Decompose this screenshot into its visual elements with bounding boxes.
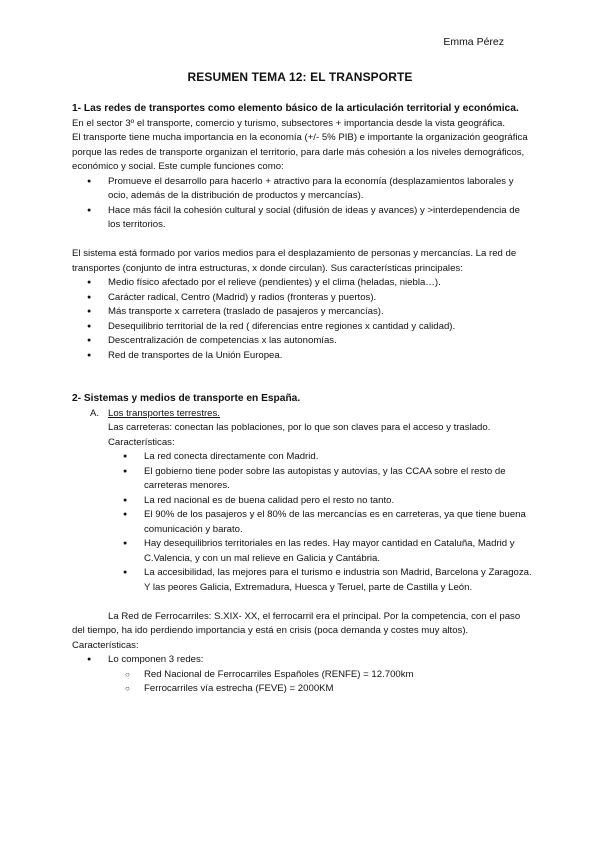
list-item: ● Medio físico afectado por el relieve (pendientes) y el clima (heladas, niebla…).	[72, 276, 532, 291]
paragraph: El sistema está formado por varios medios para el desplazamiento de personas y mercancías. La red de transportes (conjunto de intra estructuras, x donde circulan). Sus características principales:	[72, 248, 517, 274]
rail-intro: La Red de Ferrocarriles: S.XIX- XX, el ferrocarril era el principal. Por la competencia, con el paso del tiempo, ha ido perdiendo importancia y está en crisis (poca demanda y costes muy altos). Características:	[72, 610, 521, 651]
roads-intro: Las carreteras: conectan las poblaciones, por lo que son claves para el acceso y traslado. Características:	[108, 422, 491, 448]
list-item: ● Promueve el desarrollo para hacerlo + atractivo para la economía (desplazamientos laborales y ocio, además de la distribución de productos y mercancías).	[72, 175, 532, 204]
functions-list	[72, 175, 532, 233]
document-body	[72, 102, 532, 697]
document-title: RESUMEN TEMA 12: EL TRANSPORTE	[187, 70, 413, 84]
list-item: ● Desequilibrio territorial de la red ( diferencias entre regiones x cantidad y calidad).	[72, 320, 532, 335]
list-item: ● La red nacional es de buena calidad pero el resto no tanto.	[72, 494, 532, 509]
list-item: ○ Red Nacional de Ferrocarriles Españoles (RENFE) = 12.700km	[72, 668, 532, 683]
list-item: ● Lo componen 3 redes:	[72, 653, 532, 668]
list-item: ○ Ferrocarriles vía estrecha (FEVE) = 2000KM	[72, 682, 532, 697]
list-item: ● Más transporte x carretera (traslado de pasajeros y mercancías).	[72, 305, 532, 320]
list-item: ● Hay desequilibrios territoriales en las redes. Hay mayor cantidad en Cataluña, Madrid y C.Valencia, y con un mal relieve en Galicia y Cantábria.	[72, 537, 532, 566]
list-item: ● Hace más fácil la cohesión cultural y social (difusión de ideas y avances) y >interdependencia de los territorios.	[72, 204, 532, 233]
features-list	[72, 276, 532, 363]
subsection-a-heading	[72, 407, 532, 422]
subsection-a-label: A.	[90, 407, 100, 419]
paragraph: En el sector 3º el transporte, comercio y turismo, subsectores + importancia desde la vista geográfica.	[72, 117, 506, 129]
list-item: ● Descentralización de competencias x las autonomías.	[72, 334, 532, 349]
list-item: ● La red conecta directamente con Madrid.	[72, 450, 532, 465]
paragraph: El transporte tiene mucha importancia en la economía (+/- 5% PIB) e importante la organización geográfica porque las redes de transporte organizan el territorio, para darle más cohesión a los niveles demográficos, económico y social. Este cumple funciones como:	[72, 132, 528, 172]
section2-heading: 2- Sistemas y medios de transporte en España.	[72, 393, 301, 404]
list-item: ● El gobierno tiene poder sobre las autopistas y autovías, y las CCAA sobre el resto de carreteras menores.	[72, 465, 532, 494]
list-item: ● El 90% de los pasajeros y el 80% de las mercancías es en carreteras, ya que tiene buena comunicación y barato.	[72, 508, 532, 537]
rail-list	[72, 653, 532, 697]
list-item: ● Red de transportes de la Unión Europea.	[72, 349, 532, 364]
author-name: Emma Pérez	[443, 36, 504, 48]
subsection-a-title: Los transportes terrestres.	[108, 407, 220, 419]
section1-heading: 1- Las redes de transportes como elemento básico de la articulación territorial y económica.	[72, 103, 519, 114]
list-item: ● Carácter radical, Centro (Madrid) y radios (fronteras y puertos).	[72, 291, 532, 306]
roads-list	[72, 450, 532, 595]
list-item: ● La accesibilidad, las mejores para el turismo e industria son Madrid, Barcelona y Zaragoza. Y las peores Galicia, Extremadura, Huesca y Teruel, parte de Castilla y León.	[72, 566, 532, 595]
